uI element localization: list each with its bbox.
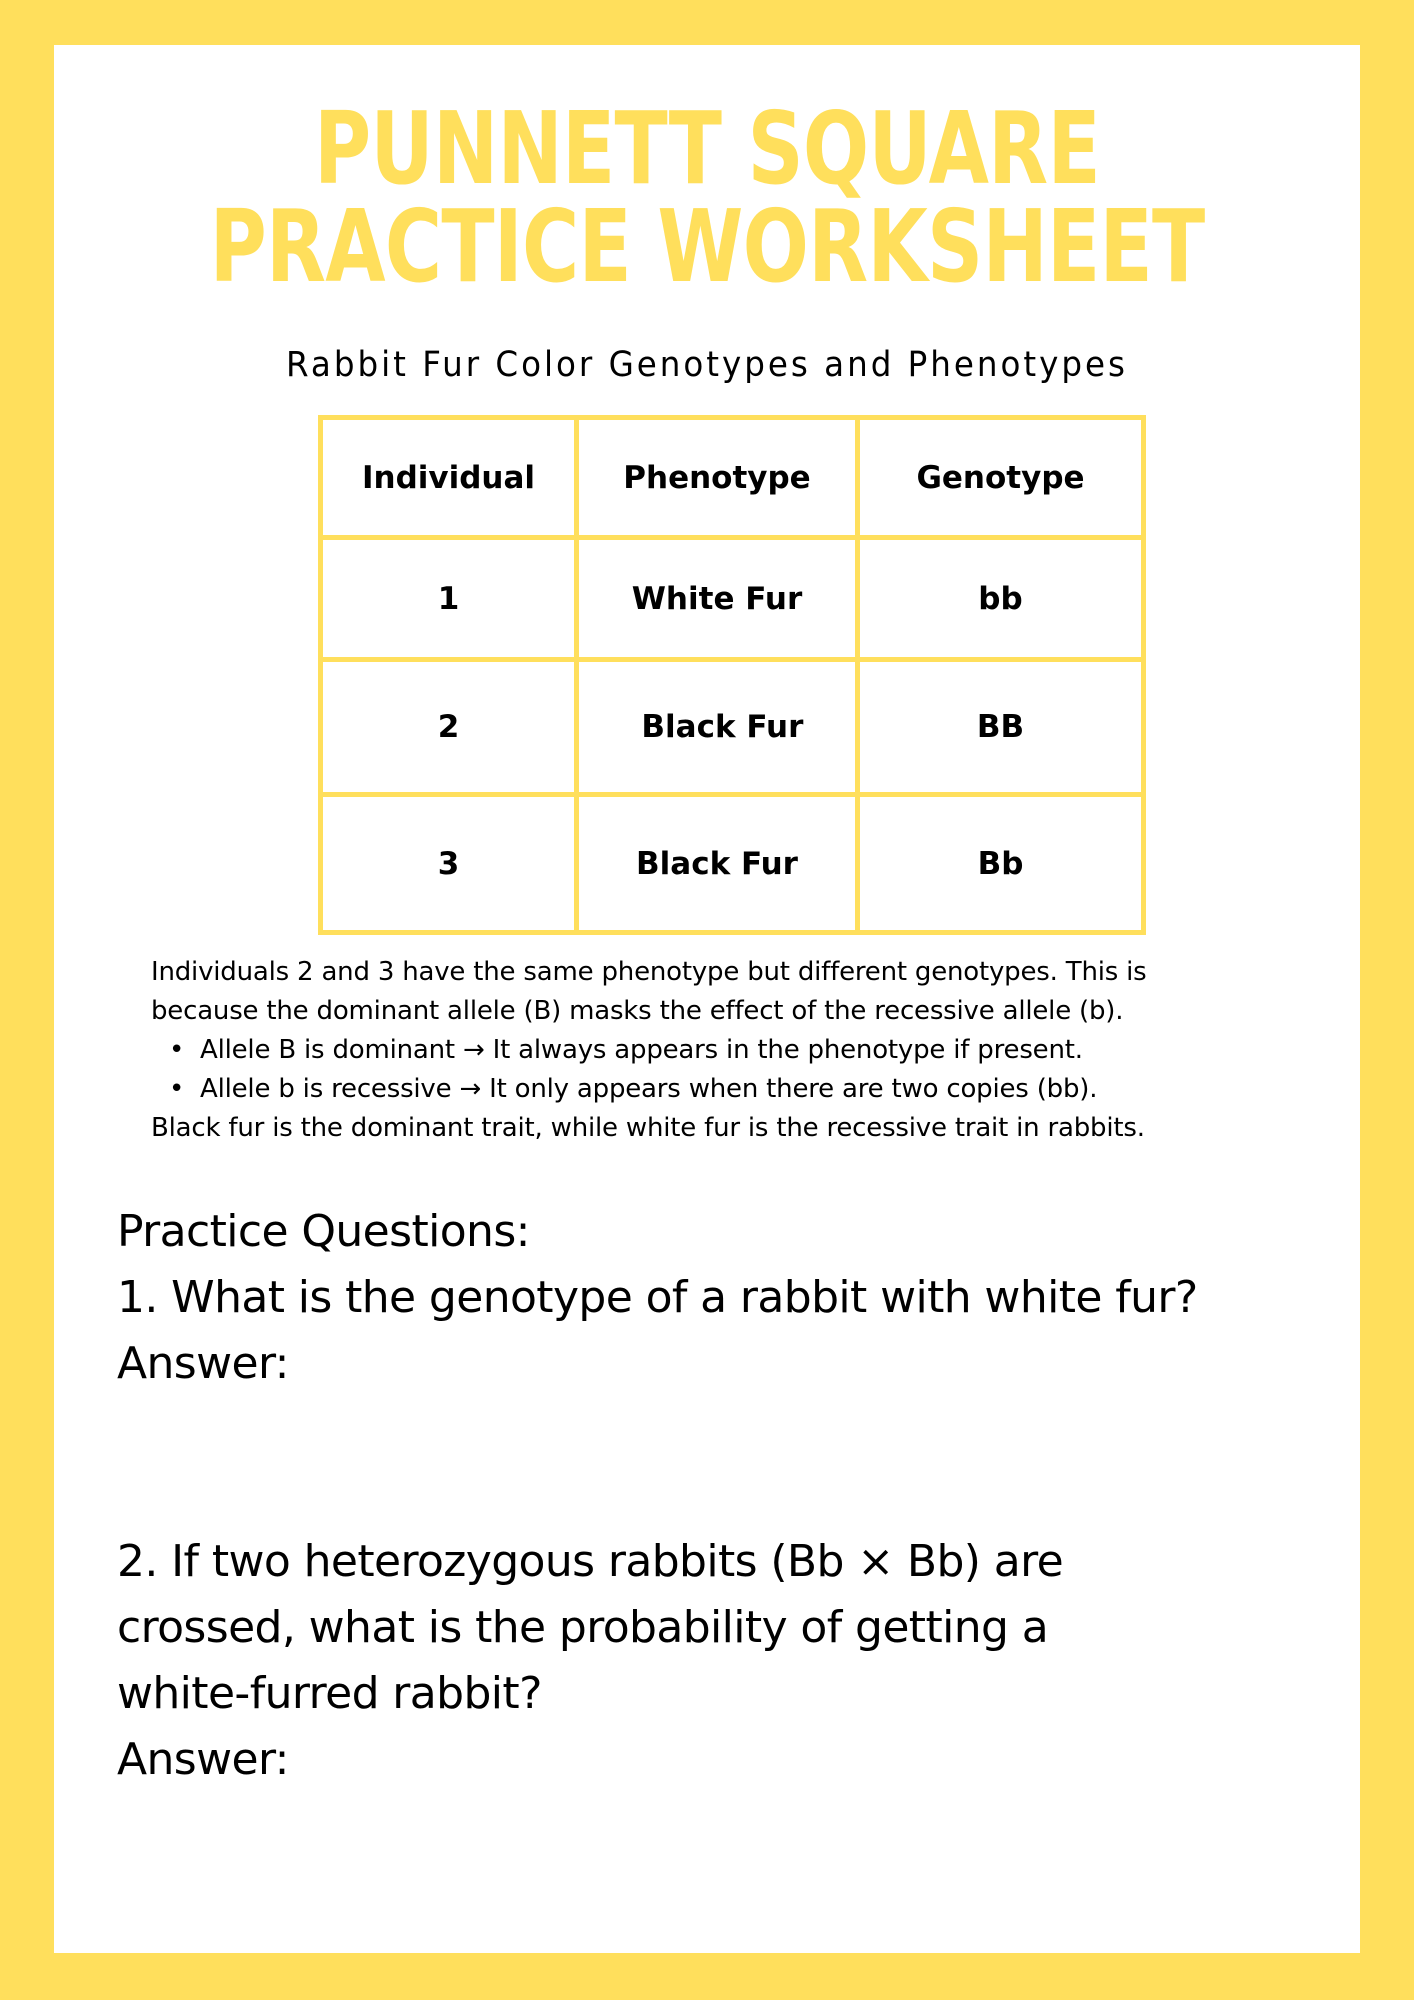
explanation-block [151, 953, 1311, 1148]
table-row [321, 538, 1144, 660]
table-subtitle: Rabbit Fur Color Genotypes and Phenotypes [286, 345, 1128, 385]
question-1-answer-label: Answer: [117, 1338, 289, 1389]
question-1-text: 1. What is the genotype of a rabbit with white fur? [117, 1272, 1198, 1323]
cell-phenotype: Black Fur [577, 795, 858, 933]
cell-individual: 3 [321, 795, 577, 933]
title-line-2: PRACTICE WORKSHEET [209, 188, 1205, 305]
header-individual: Individual [321, 418, 577, 538]
cell-genotype: Bb [858, 795, 1144, 933]
cell-phenotype: White Fur [577, 538, 858, 660]
question-2-answer-label: Answer: [117, 1734, 289, 1785]
worksheet-title [156, 90, 1259, 305]
table-row [321, 795, 1144, 933]
question-2-text-line-3: white-furred rabbit? [117, 1668, 542, 1719]
bullet-icon: • [169, 1035, 185, 1065]
cell-individual: 2 [321, 660, 577, 795]
practice-questions [117, 1199, 1317, 1793]
title-line-1: PUNNETT SQUARE [314, 90, 1100, 207]
list-item [151, 1070, 1311, 1109]
question-2-text-line-1: 2. If two heterozygous rabbits (Bb × Bb) are [117, 1536, 1064, 1587]
table-row [321, 660, 1144, 795]
genotype-phenotype-table [318, 415, 1146, 935]
explanation-conclusion: Black fur is the dominant trait, while white fur is the recessive trait in rabbits. [151, 1113, 1145, 1143]
answer-1-space[interactable] [117, 1397, 1317, 1529]
cell-individual: 1 [321, 538, 577, 660]
practice-heading: Practice Questions: [117, 1206, 530, 1257]
header-genotype: Genotype [858, 418, 1144, 538]
explanation-intro-line-1: Individuals 2 and 3 have the same phenotype but different genotypes. This is [151, 957, 1147, 987]
bullet-text: Allele B is dominant → It always appears in the phenotype if present. [200, 1035, 1083, 1065]
header-phenotype: Phenotype [577, 418, 858, 538]
cell-phenotype: Black Fur [577, 660, 858, 795]
explanation-intro-line-2: because the dominant allele (B) masks the effect of the recessive allele (b). [151, 996, 1124, 1026]
allele-bullet-list [151, 1031, 1311, 1109]
bullet-text: Allele b is recessive → It only appears when there are two copies (bb). [200, 1074, 1098, 1104]
table-header-row [321, 418, 1144, 538]
cell-genotype: bb [858, 538, 1144, 660]
bullet-icon: • [169, 1074, 185, 1104]
question-2-text-line-2: crossed, what is the probability of getting a [117, 1602, 1049, 1653]
cell-genotype: BB [858, 660, 1144, 795]
list-item [151, 1031, 1311, 1070]
